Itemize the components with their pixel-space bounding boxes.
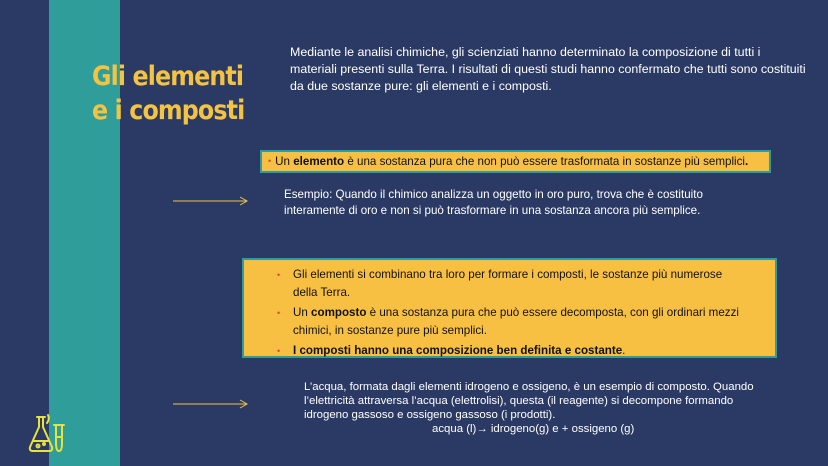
slide-title: Gli elementi e i composti — [92, 61, 245, 126]
flask-icon — [27, 413, 69, 455]
compound-box — [242, 258, 777, 358]
arrow-right-icon — [173, 399, 249, 409]
compound-definition-text: è una sostanza pura che può essere decomposta, con gli ordinari mezzi chimici, in sostanze pure più semplici. — [293, 306, 739, 337]
element-prefix: Un — [275, 155, 294, 168]
list-item — [244, 304, 743, 340]
list-item — [244, 266, 743, 302]
compound-example-text: L’acqua, formata dagli elementi idrogeno e ossigeno, è un esempio di composto. Quando l’elettricità attraversa l’acqua (elettrolisi), questa (il reagente) si decompone formando idrogeno gassoso e ossigeno gassoso (i prodotti). — [304, 381, 754, 421]
bullet-icon: • — [277, 308, 281, 318]
compound-example — [304, 380, 764, 436]
bullet-icon: • — [277, 270, 281, 280]
compound-term: composto — [311, 306, 367, 319]
element-definition-box — [260, 150, 771, 173]
compound-rule-end: . — [622, 344, 626, 357]
bullet-icon: • — [268, 156, 272, 166]
element-definition-text: è una sostanza pura che non può essere trasformata in sostanze più semplici — [344, 155, 745, 168]
element-definition-end: . — [744, 155, 749, 168]
compound-rule-text: I composti hanno una composizione ben definita e costante — [293, 344, 623, 357]
compound-item-text: Gli elementi si combinano tra loro per formare i composti, le sostanze più numerose della Terra. — [293, 268, 723, 299]
arrow-right-icon — [173, 196, 249, 206]
element-term: elemento — [293, 155, 345, 168]
intro-paragraph: Mediante le analisi chimiche, gli scienziati hanno determinato la composizione di tutti i materiali presenti sulla Terra. I risultati di questi studi hanno confermato che tutti sono costituiti da due sostanze pure: gli elementi e i composti. — [290, 45, 806, 93]
reaction-formula: acqua (l)→ idrogeno(g) e + ossigeno (g) — [432, 423, 635, 435]
element-example: Esempio: Quando il chimico analizza un oggetto in oro puro, trova che è costituito interamente di oro e non si può trasformare in una sostanza ancora più semplice. — [284, 188, 703, 217]
compound-prefix: Un — [293, 306, 312, 319]
compound-list — [244, 260, 775, 360]
bullet-icon: • — [277, 346, 281, 356]
list-item — [244, 342, 743, 360]
